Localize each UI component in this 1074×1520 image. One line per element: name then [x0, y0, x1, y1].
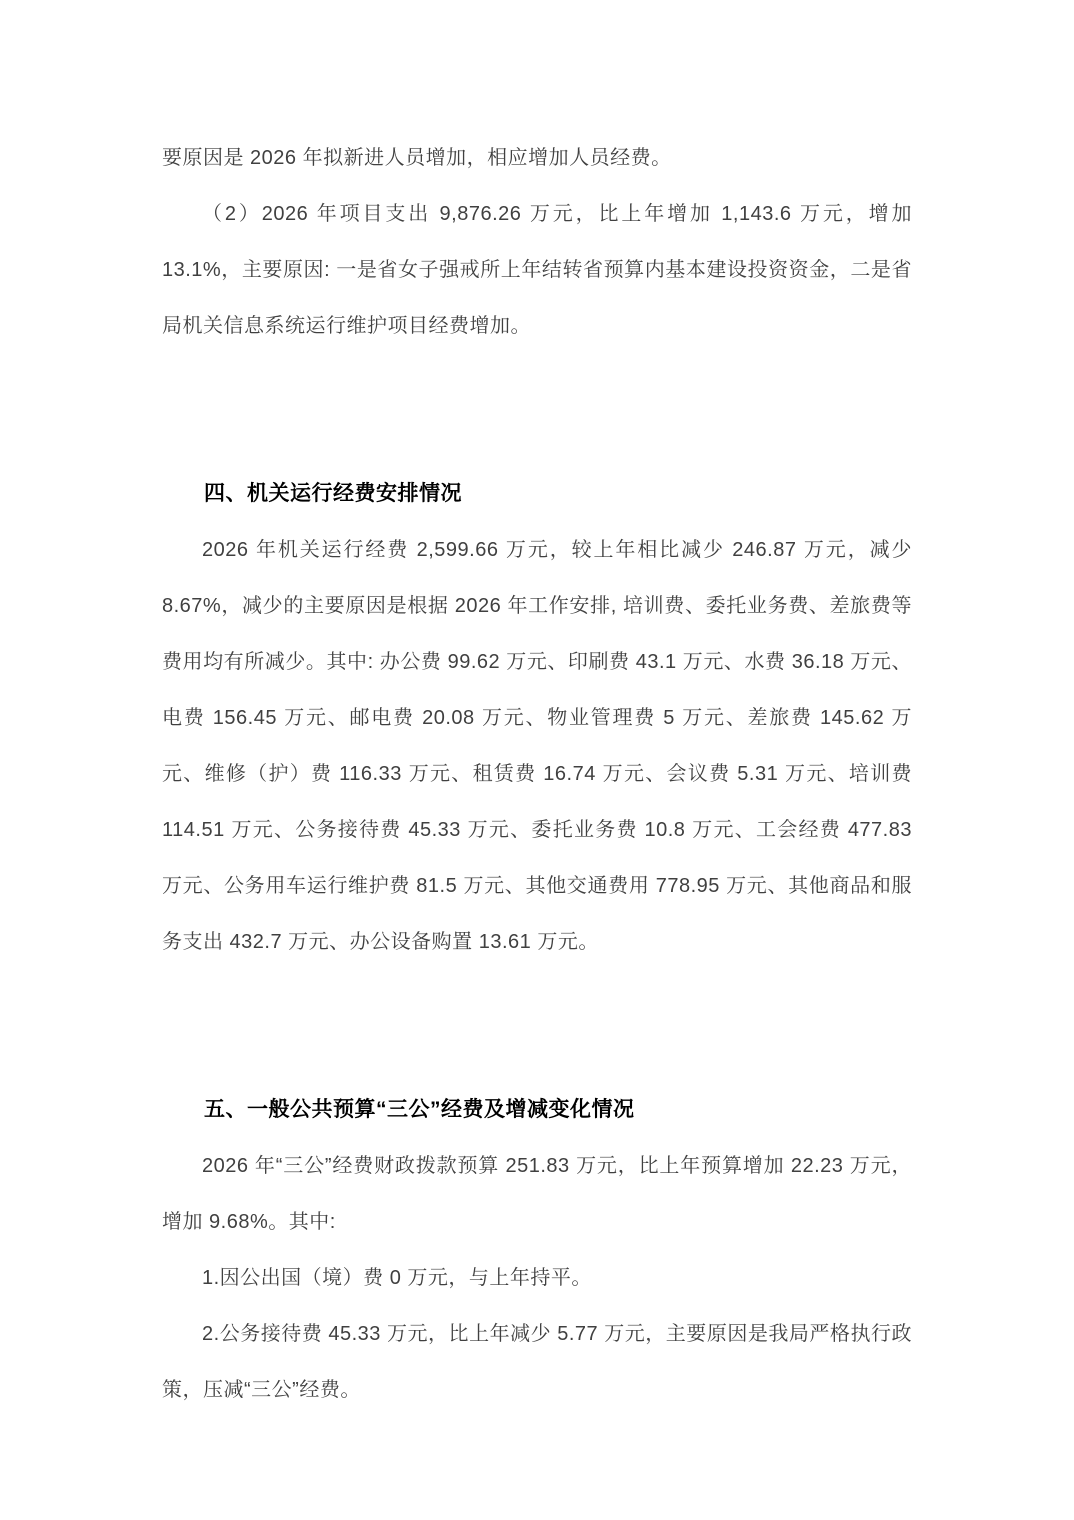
paragraph-operating-expense-breakdown: 2026 年机关运行经费 2,599.66 万元，较上年相比减少 246.87 万元，减少 8.67%，减少的主要原因是根据 2026 年工作安排, 培训费、委托业务费、差旅费等费用均有所减少。其中: 办公费 99.62 万元、印刷费 43.1 万元、水费 36.18 万元、电费 156.45 万元、邮电费 20.08 万元、物业管理费 5 万元、差旅费 145.62 万元、维修（护）费 116.33 万元、租赁费 16.74 万元、会议费 5.31 万元、培训费 114.51 万元、公务接待费 45.33 万元、委托业务费 10.8 万元、工会经费 477.83 万元、公务用车运行维护费 81.5 万元、其他交通费用 778.95 万元、其他商品和服务支出 432.7 万元、办公设备购置 13.61 万元。: [162, 539, 912, 953]
paragraph-item-official-reception: 2.公务接待费 45.33 万元，比上年减少 5.77 万元，主要原因是我局严格执行政策，压减“三公”经费。: [162, 1323, 912, 1401]
paragraph-three-public-budget-total: 2026 年“三公”经费财政拨款预算 251.83 万元，比上年预算增加 22.23 万元，增加 9.68%。其中:: [162, 1155, 912, 1233]
paragraph-personnel-expense-continuation: 要原因是 2026 年拟新进人员增加，相应增加人员经费。: [162, 147, 672, 169]
paragraph-project-expenditure: （2）2026 年项目支出 9,876.26 万元，比上年增加 1,143.6 万元，增加 13.1%，主要原因: 一是省女子强戒所上年结转省预算内基本建设投资资金，二是省局机关信息系统运行维护项目经费增加。: [162, 203, 912, 337]
section-heading-three-public-funds: 五、一般公共预算“三公”经费及增减变化情况: [204, 1098, 635, 1121]
section-heading-operating-expenses: 四、机关运行经费安排情况: [204, 482, 462, 505]
paragraph-item-overseas-travel: 1.因公出国（境）费 0 万元，与上年持平。: [202, 1267, 592, 1289]
